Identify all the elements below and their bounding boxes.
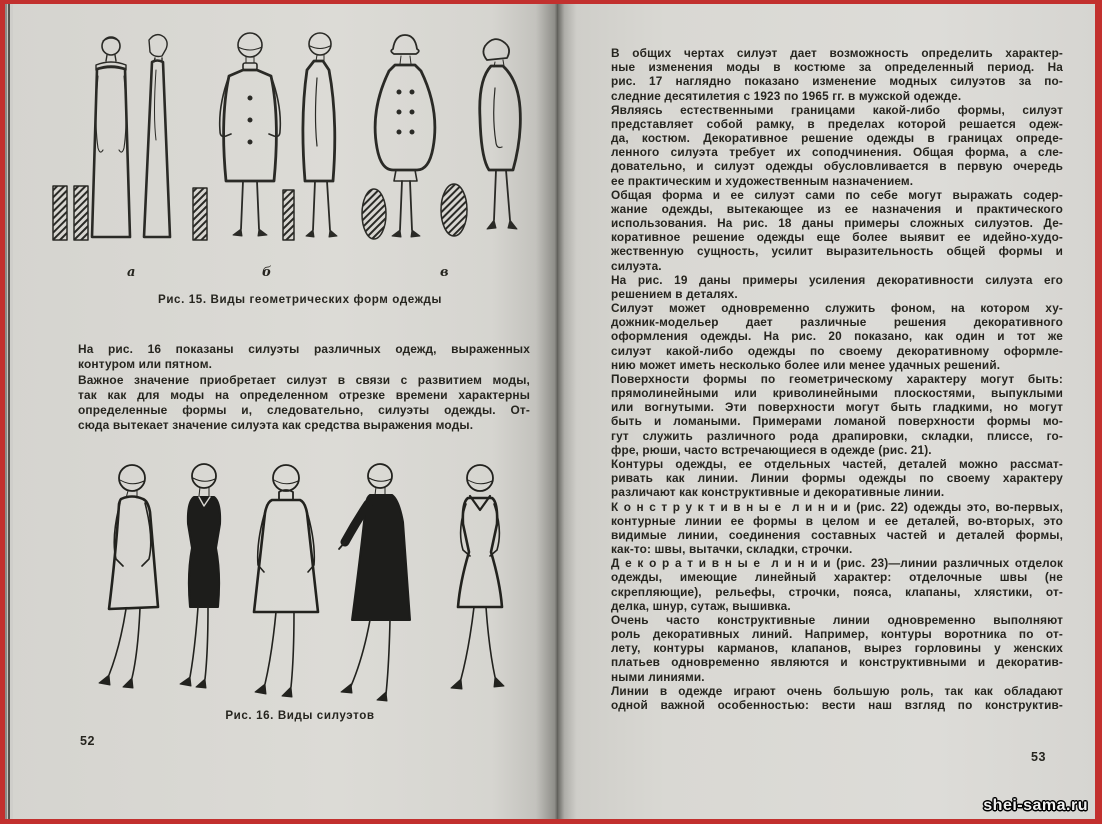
fig15-a-side-dress [144, 35, 170, 237]
text-line: использования. На рис. 18 даны примеры сложных силуэтов. Де- [611, 216, 1063, 231]
book-spread [5, 4, 1095, 819]
fig15-label-v: в [440, 265, 449, 280]
text-line: да, костюм. Декоративное решение одежды в границах опреде- [611, 131, 1063, 146]
text-line: дожник-модельер дает различные решения декоративного [611, 315, 1063, 330]
scan-edge [5, 4, 13, 819]
fig15-label-b: б [262, 265, 272, 280]
text-line: коративное решение одежды еще более выявит ее идейно-худо- [611, 230, 1063, 245]
text-line: Силуэт может одновременно служить фоном, на котором ху- [611, 301, 1063, 316]
fig16-outline-vneck-dress [451, 465, 504, 689]
text-line: жественную сущность, усилит выразительность общей формы и [611, 244, 1063, 259]
text-line: ленного силуэта требует их соподчинения. Общая форма, а сле- [611, 145, 1063, 160]
hatched-oval [441, 184, 467, 236]
hatched-bar [74, 186, 88, 240]
text-line: Являясь естественными границами какой-либо формы, силуэт [611, 102, 1063, 117]
fig15-b-side-coat [303, 33, 337, 237]
text-line: нию может иметь несколько более или менее удачных решений. [611, 357, 1001, 372]
fig16-outline-dress-1 [99, 465, 158, 688]
text-line: контурные линии ее формы в целом и ее деталей, во-вторых, это [611, 513, 1063, 528]
text-line: На рис. 16 показаны силуэты различных одежд, выраженных [78, 342, 530, 356]
text-line: или вогнутыми. Эти поверхности могут быть гладкими, но могут [611, 400, 1063, 415]
text-line: жание одежды, вытекающее из ее назначения и практического [611, 201, 1063, 216]
text-line: силуэт какой-либо одежды по своему декоративному оформле- [611, 343, 1063, 358]
fig15-caption: Рис. 15. Виды геометрических форм одежды [158, 293, 442, 306]
text-line: ные изменения моды в костюме за определенный период. На [611, 60, 1063, 75]
text-line: быть и ломаными. Примерами ломаной поверхности формы мо- [611, 414, 1063, 429]
text-line: определенные формы и, следовательно, силуэты одежды. От- [78, 403, 530, 418]
text-line: ными линиями. [611, 669, 705, 684]
text-line: так как для моды на определенном отрезке времени характерны [78, 387, 530, 402]
text-line: На рис. 19 даны примеры усиления декоративности силуэта его [611, 272, 1063, 287]
text-line: оформления одежды. На рис. 20 показано, как один и тот же [611, 329, 1063, 344]
fig15-label-a: а [127, 265, 136, 280]
text-line: следние десятилетия с 1923 по 1965 гг. в мужской одежде. [611, 88, 962, 103]
text-line: гут служить различного рода драпировки, складки, плиссе, го- [611, 428, 1063, 443]
hatched-bar [53, 186, 67, 240]
text-line: одежды, имеющие линейный характер: отделочные швы (не [611, 570, 1063, 585]
fig16-caption: Рис. 16. Виды силуэтов [225, 709, 375, 722]
text-line: одной важной особенностью: вести наш взгляд по конструктив- [611, 697, 1063, 712]
fig16-outline-coat [254, 465, 318, 697]
fig15-group-b [193, 33, 337, 240]
text-line: Контуры одежды, ее отдельных частей, деталей можно рассмат- [611, 456, 1063, 471]
fig15-b-front-coat [220, 33, 281, 236]
text-line: силуэта. [611, 258, 662, 273]
figure-15-illustration [33, 18, 538, 280]
text-line: лету, контуры карманов, клапанов, вырез горловины у женских [611, 641, 1063, 656]
text-line: сюда вытекает значение силуэта как средства выражения моды. [78, 418, 474, 433]
fig16-black-trapeze-coat [339, 464, 410, 701]
text-line: ривать как линии. Линии формы одежды по своему характеру [611, 471, 1063, 486]
text-line: рис. 17 наглядно показано изменение модных силуэтов за по- [611, 74, 1063, 89]
text-line: Общая форма и ее силуэт сами по себе могут выражать содер- [611, 187, 1063, 202]
text-line: платьев одновременно являются и конструктивными и декоратив- [611, 655, 1063, 670]
text-line: ее практическим и художественным назначением. [611, 173, 914, 188]
fig15-a-front-dress [92, 37, 130, 237]
right-page-text-column [611, 46, 1063, 712]
text-line: различают как конструктивные и декоративные линии. [611, 485, 945, 500]
text-line: Линии в одежде играют очень большую роль, так как обладают [611, 683, 1063, 698]
hatched-bar [193, 188, 207, 240]
text-line: скрепляющие), рельефы, строчки, пояса, клапаны, хлястики, от- [611, 584, 1063, 599]
text-line: прямолинейными или криволинейными плоскостями, выпуклыми [611, 386, 1063, 401]
text-line: как-то: швы, вытачки, складки, строчки. [611, 542, 853, 557]
hatched-bar [283, 190, 294, 240]
text-line: Д е к о р а т и в н ы е л и н и и (рис. 23)—линии различных отделок [611, 556, 1063, 571]
page-number-right: 53 [1031, 750, 1046, 764]
fig15-group-v [362, 35, 520, 239]
fig16-black-dress [180, 464, 220, 688]
text-line: Очень часто конструктивные линии одновременно выполняют [611, 612, 1063, 627]
text-line: Важное значение приобретает силуэт в связи с развитием моды, [78, 372, 530, 387]
text-line: фре, рюши, часто встречающиеся в одежде (рис. 21). [611, 442, 932, 457]
fig15-v-side-coat [480, 39, 521, 229]
hatched-oval [362, 189, 386, 239]
text-line: видимые линии, соединения составных частей и деталей формы, [611, 527, 1063, 542]
page-number-left: 52 [80, 734, 95, 748]
text-line: В общих чертах силуэт дает возможность определить характер- [611, 46, 1063, 60]
text-line: Поверхности формы по геометрическому характеру могут быть: [611, 371, 1063, 386]
text-line: делка, шнур, сутаж, вышивка. [611, 598, 791, 613]
text-line: представляет собой рамку, в пределах которой решается одеж- [611, 116, 1063, 131]
text-line: роль декоративных линий. Например, контуры воротника по от- [611, 627, 1063, 642]
text-line: довательно, и силуэт одежды обусловливается в первую очередь [611, 159, 1063, 174]
text-line: контуром или пятном. [78, 357, 213, 372]
text-line: К о н с т р у к т и в н ы е л и н и и (рис. 22) одежды это, во-первых, [611, 499, 1063, 514]
fig15-group-a [53, 35, 170, 240]
text-line: решением в деталях. [611, 286, 738, 301]
figure-16-illustration [60, 452, 535, 704]
left-page-paragraph [78, 342, 530, 434]
watermark: shei-sama.ru [983, 797, 1088, 814]
